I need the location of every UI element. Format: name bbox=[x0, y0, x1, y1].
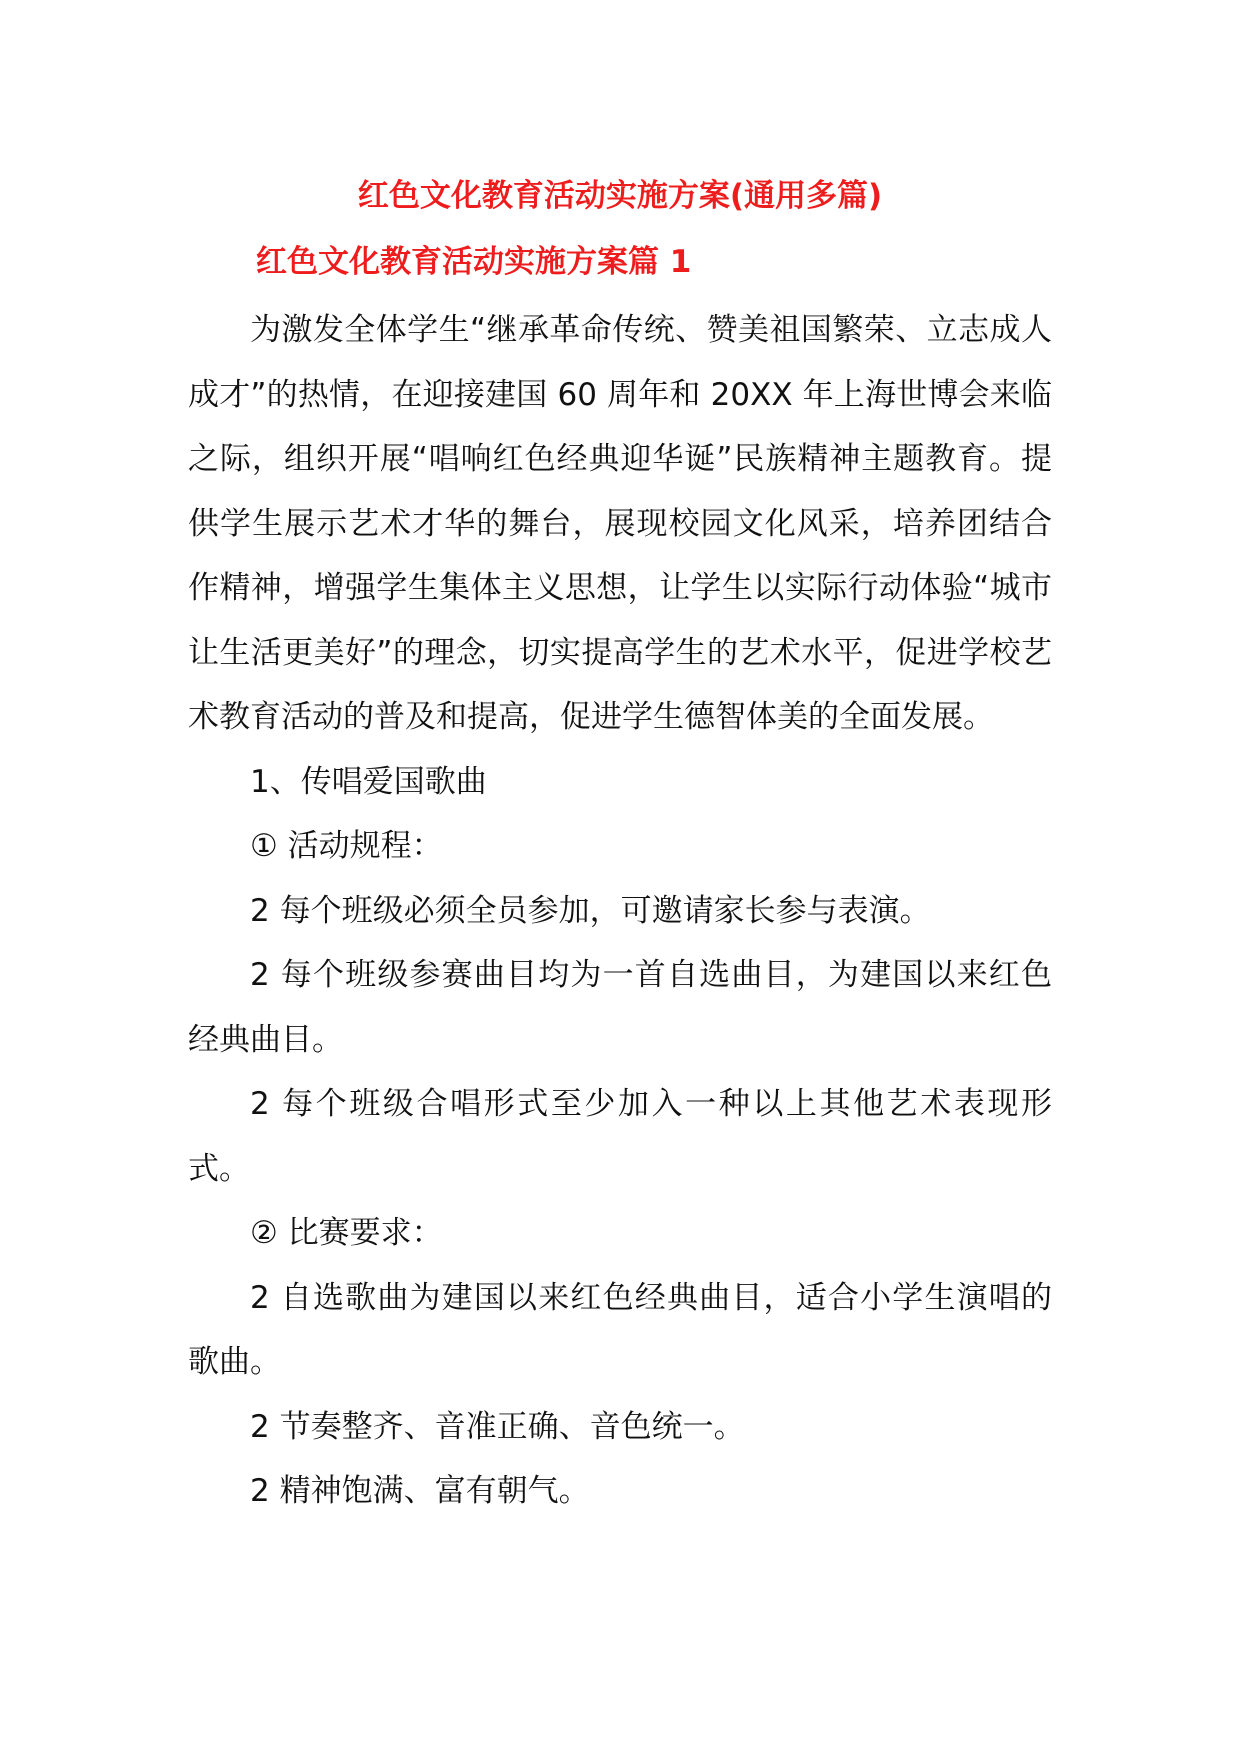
document-body bbox=[188, 298, 1052, 1524]
rule-item: 2 每个班级合唱形式至少加入一种以上其他艺术表现形式。 bbox=[188, 1086, 1052, 1187]
rule-item: 2 每个班级必须全员参加，可邀请家长参与表演。 bbox=[250, 892, 931, 929]
rule-item: 2 每个班级参赛曲目均为一首自选曲目，为建国以来红色经典曲目。 bbox=[188, 957, 1052, 1058]
requirement-item: 2 自选歌曲为建国以来红色经典曲目，适合小学生演唱的歌曲。 bbox=[188, 1279, 1052, 1380]
subsection-heading-rules: ① 活动规程： bbox=[250, 828, 443, 864]
subsection-heading-requirements: ② 比赛要求： bbox=[250, 1215, 443, 1251]
intro-paragraph: 为激发全体学生“继承革命传统、赞美祖国繁荣、立志成人成才”的热情，在迎接建国 60 周年和 20XX 年上海世博会来临之际，组织开展“唱响红色经典迎华诞”民族精神主题教育。提供学生展示艺术才华的舞台，展现校园文化风采，培养团结合作精神，增强学生集体主义思想，让学生以实际行动体验“城市让生活更美好”的理念，切实提高学生的艺术水平，促进学校艺术教育活动的普及和提高，促进学生德智体美的全面发展。 bbox=[188, 312, 1052, 735]
requirement-item: 2 精神饱满、富有朝气。 bbox=[250, 1473, 590, 1509]
section-item-heading: 1、传唱爱国歌曲 bbox=[250, 763, 487, 800]
document-title: 红色文化教育活动实施方案(通用多篇) bbox=[357, 178, 883, 214]
section-heading: 红色文化教育活动实施方案篇 1 bbox=[256, 244, 692, 280]
requirement-item: 2 节奏整齐、音准正确、音色统一。 bbox=[250, 1408, 745, 1445]
